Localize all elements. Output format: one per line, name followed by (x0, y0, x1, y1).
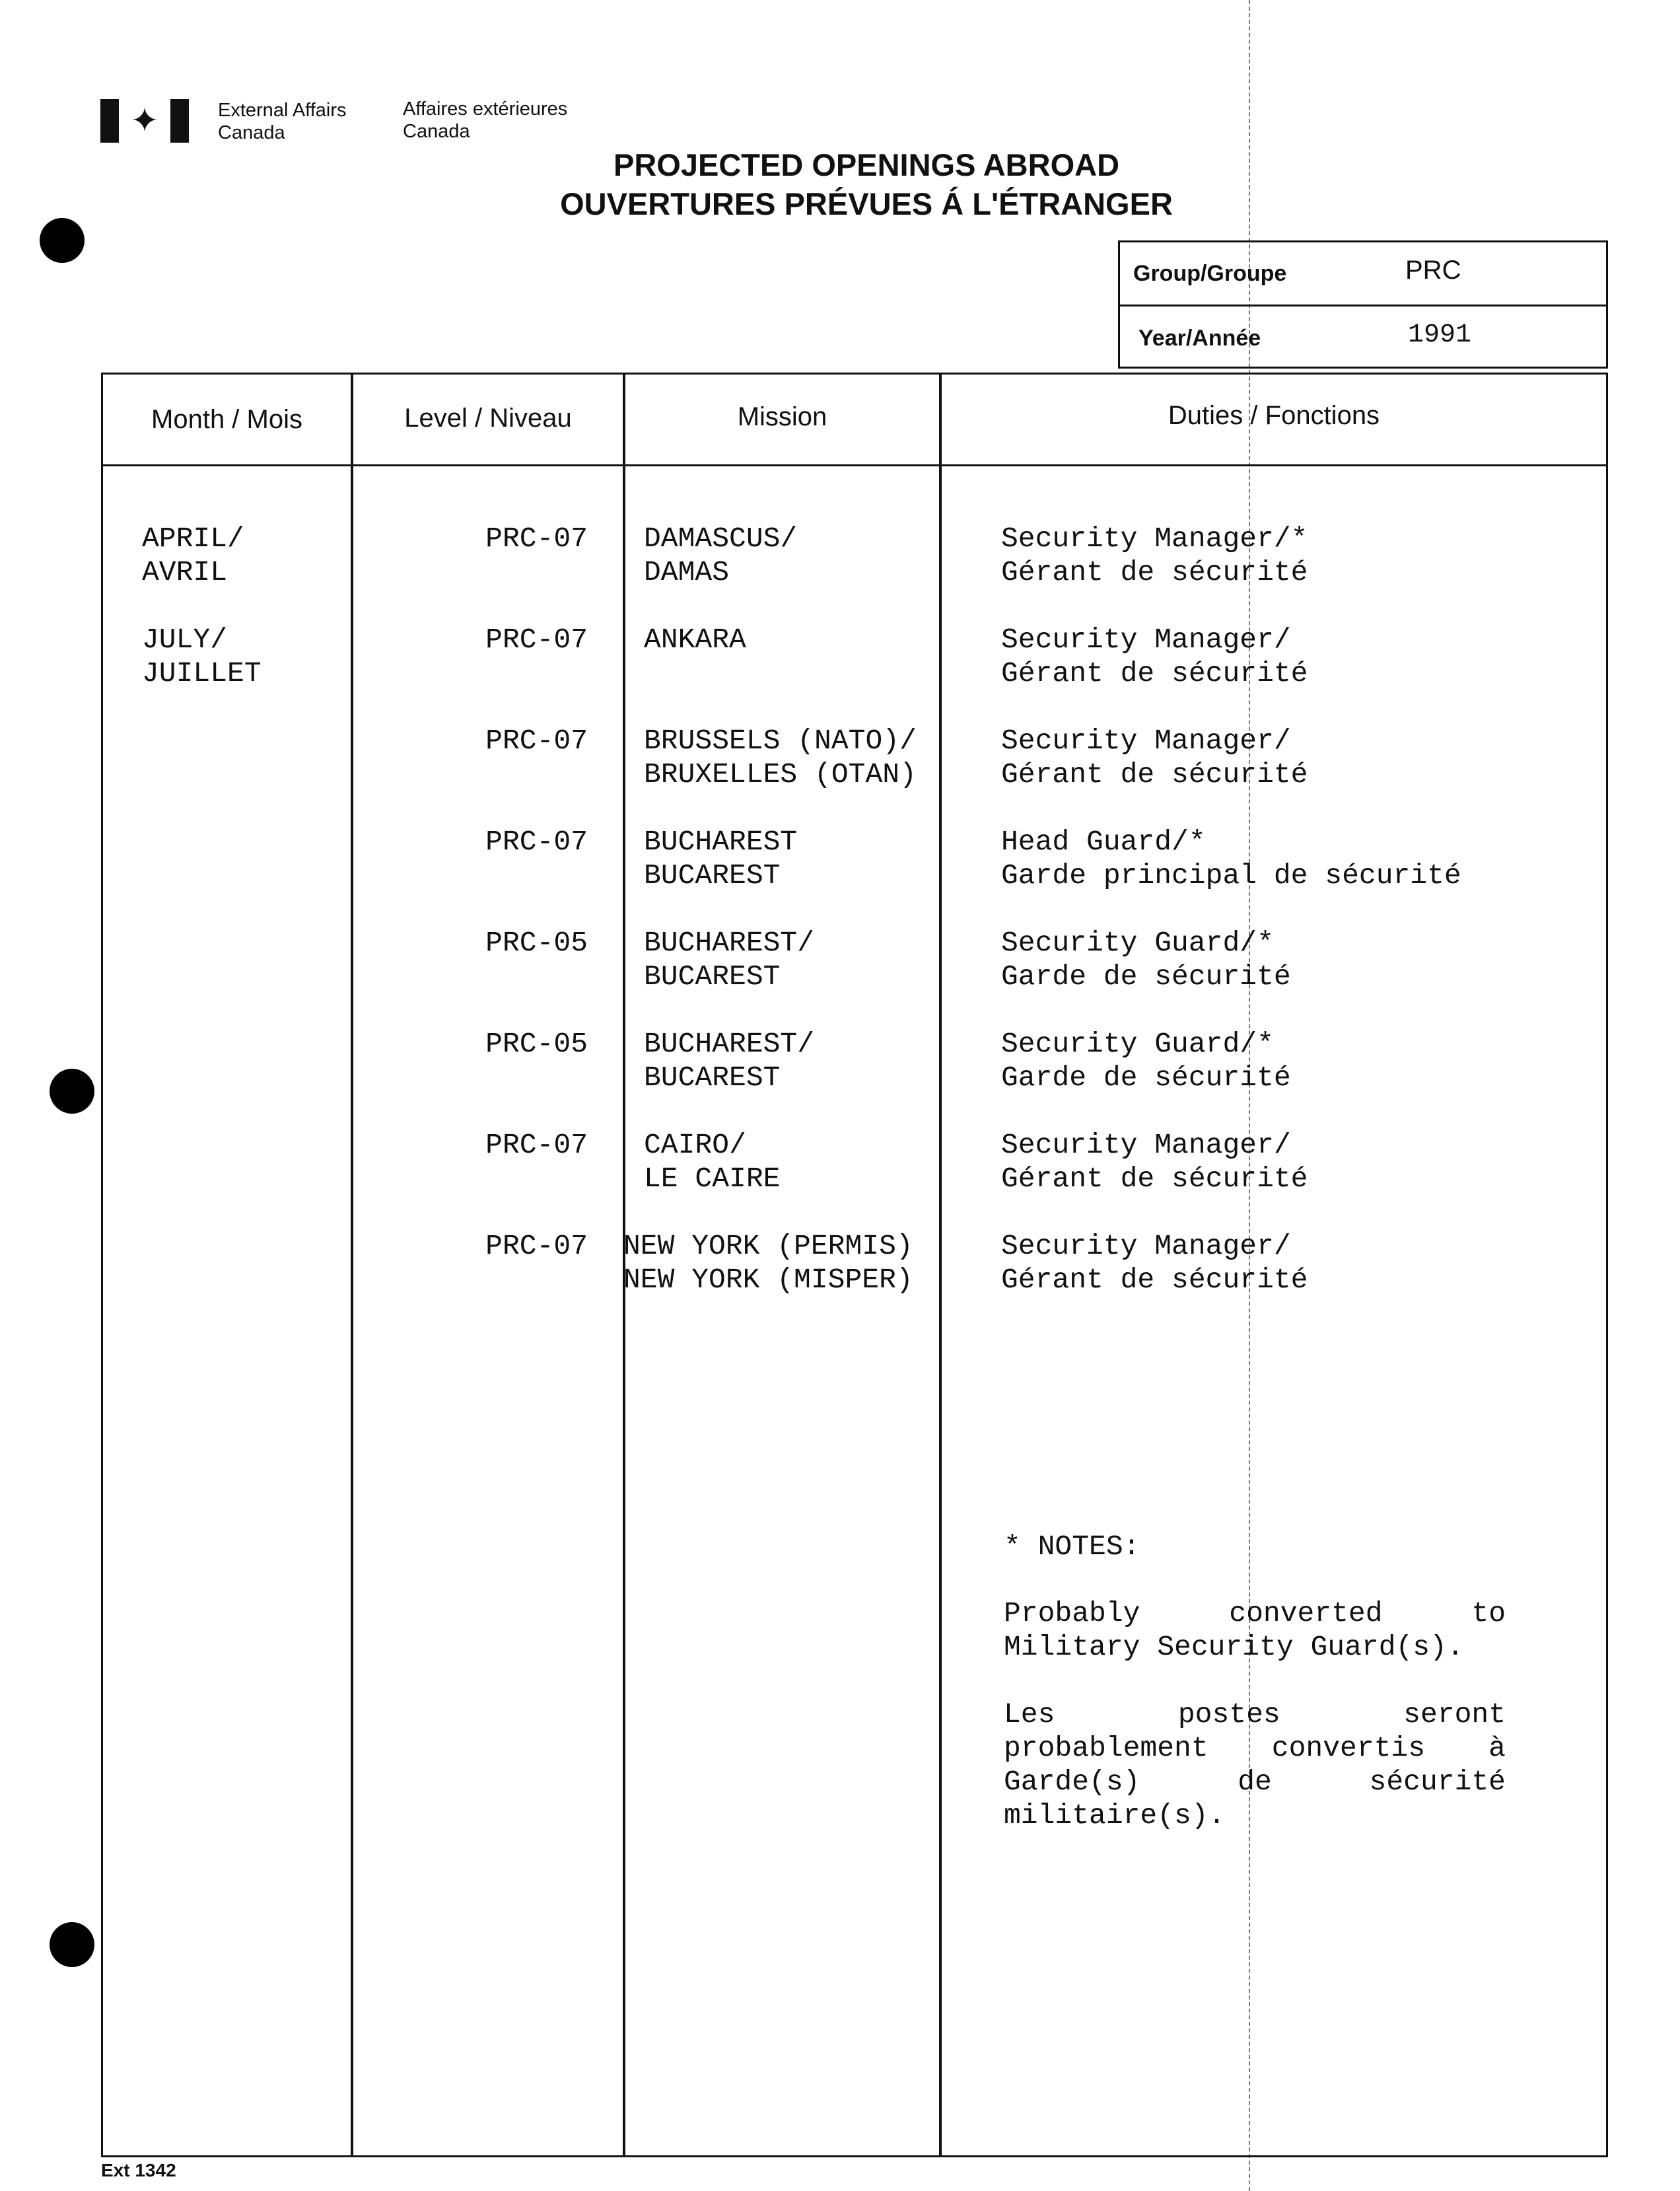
level-cell (403, 825, 588, 859)
level-cell-line: PRC-05 (485, 927, 588, 959)
month-cell-line (142, 1061, 360, 1095)
level-cell-line: PRC-05 (485, 1028, 588, 1060)
month-cell (142, 623, 360, 690)
mission-cell (623, 1229, 967, 1297)
month-cell-line (142, 1027, 360, 1061)
group-label: Group/Groupe (1133, 261, 1287, 286)
notes-english-line-2: Military Security Guard(s). (1004, 1631, 1464, 1663)
duties-cell-line: Gérant de sécurité (1001, 758, 1308, 791)
notes-french-line-4: militaire(s). (1004, 1799, 1226, 1832)
month-cell-line: JUILLET (142, 657, 262, 690)
month-cell-line (142, 1128, 360, 1162)
mission-cell-line: LE CAIRE (644, 1163, 781, 1195)
duties-cell (1001, 522, 1516, 589)
notes-block (1004, 1530, 1506, 1832)
level-cell (403, 724, 588, 758)
level-cell-line: PRC-07 (485, 826, 588, 858)
agency-name-french: Affaires extérieures Canada (403, 98, 568, 142)
mission-cell-line: BUCHAREST (644, 826, 798, 858)
document-title-english: PROJECTED OPENINGS ABROAD (613, 147, 1120, 182)
duties-cell (1001, 1229, 1516, 1297)
level-cell (403, 1128, 588, 1162)
duties-cell-line: Security Guard/* (1001, 927, 1274, 959)
month-cell-line: APRIL/ (142, 522, 244, 555)
column-header-month: Month / Mois (151, 405, 302, 434)
level-cell-line: PRC-07 (485, 1230, 588, 1262)
month-cell-line (142, 1263, 360, 1297)
mission-cell-line: BRUXELLES (OTAN) (644, 758, 917, 791)
month-cell-line (142, 1229, 360, 1263)
duties-cell-line: Gérant de sécurité (1001, 1163, 1308, 1195)
mission-cell-line: BUCAREST (644, 960, 781, 993)
column-header-duties: Duties / Fonctions (1168, 401, 1380, 430)
month-cell (142, 1128, 360, 1196)
duties-cell-line: Head Guard/* (1001, 826, 1206, 858)
mission-cell-line: DAMAS (644, 556, 730, 589)
mission-cell-line: BRUSSELS (NATO)/ (644, 725, 917, 757)
mission-cell-line: BUCHAREST/ (644, 1028, 815, 1060)
duties-cell (1001, 724, 1516, 791)
month-cell-line (142, 758, 360, 791)
notes-french-line-3: Garde(s) de sécurité (1004, 1766, 1506, 1798)
duties-cell-line: Security Manager/* (1001, 522, 1308, 555)
duties-cell-line: Security Manager/ (1001, 624, 1291, 656)
document-title-french: OUVERTURES PRÉVUES Á L'ÉTRANGER (560, 186, 1173, 221)
month-cell-line (142, 859, 360, 892)
duties-cell-line: Garde principal de sécurité (1001, 859, 1461, 892)
duties-cell-line: Garde de sécurité (1001, 960, 1291, 993)
level-cell-line: PRC-07 (485, 522, 588, 555)
month-cell (142, 522, 360, 589)
level-cell (403, 926, 588, 960)
notes-french-line-1: Les postes seront (1004, 1698, 1506, 1731)
punch-hole-top (40, 218, 85, 263)
duties-cell-line: Security Manager/ (1001, 725, 1291, 757)
punch-hole-bottom (50, 1922, 94, 1967)
column-header-mission: Mission (737, 402, 827, 431)
month-cell (142, 926, 360, 993)
month-cell (142, 1229, 360, 1297)
mission-cell (644, 1128, 987, 1196)
mission-cell-line: BUCAREST (644, 859, 781, 892)
duties-cell (1001, 926, 1516, 993)
level-cell (403, 623, 588, 657)
group-value: PRC (1405, 256, 1461, 285)
level-cell-line: PRC-07 (485, 1129, 588, 1161)
duties-cell-line: Security Manager/ (1001, 1129, 1291, 1161)
form-code: Ext 1342 (101, 2160, 176, 2180)
mission-cell-line: BUCHAREST/ (644, 927, 815, 959)
month-cell-line: JULY/ (142, 624, 228, 656)
duties-cell-line: Gérant de sécurité (1001, 657, 1308, 690)
duties-cell (1001, 1027, 1516, 1095)
mission-cell-line: NEW YORK (PERMIS) (623, 1230, 913, 1262)
mission-cell (644, 1027, 987, 1095)
month-cell (142, 1027, 360, 1095)
year-value: 1991 (1408, 320, 1472, 350)
punch-hole-middle (50, 1069, 94, 1114)
mission-cell-line: ANKARA (644, 624, 746, 656)
mission-cell (644, 522, 987, 589)
level-cell (403, 1027, 588, 1061)
duties-cell (1001, 1128, 1516, 1196)
canada-flag-logo: ✦ (100, 99, 189, 143)
mission-cell-line: DAMASCUS/ (644, 522, 798, 555)
mission-cell (644, 623, 987, 690)
duties-cell-line: Gérant de sécurité (1001, 556, 1308, 589)
month-cell (142, 825, 360, 892)
mission-cell (644, 724, 987, 791)
level-cell (403, 1229, 588, 1263)
agency-name-english: External Affairs Canada (218, 100, 347, 143)
month-cell-line (142, 825, 360, 859)
level-cell (403, 522, 588, 556)
mission-cell (644, 926, 987, 993)
mission-cell-line: BUCAREST (644, 1061, 781, 1094)
month-cell (142, 724, 360, 791)
duties-cell (1001, 623, 1516, 690)
month-cell-line (142, 926, 360, 960)
mission-cell-line: CAIRO/ (644, 1129, 746, 1161)
duties-cell-line: Garde de sécurité (1001, 1061, 1291, 1094)
month-cell-line (142, 724, 360, 758)
mission-cell-line: NEW YORK (MISPER) (623, 1264, 913, 1296)
mission-cell (644, 825, 987, 892)
month-cell-line (142, 1162, 360, 1196)
year-label: Year/Année (1138, 326, 1261, 351)
header-divider (103, 464, 1606, 466)
notes-heading: * NOTES: (1004, 1530, 1140, 1563)
level-cell-line: PRC-07 (485, 725, 588, 757)
mission-cell-line (644, 657, 987, 690)
duties-cell-line: Security Manager/ (1001, 1230, 1291, 1262)
month-cell-line: AVRIL (142, 556, 228, 589)
duties-cell-line: Security Guard/* (1001, 1028, 1274, 1060)
notes-english-line-1: Probably converted to (1004, 1597, 1506, 1630)
duties-cell (1001, 825, 1516, 892)
notes-french-line-2: probablement convertis à (1004, 1732, 1506, 1764)
group-info-box (1118, 240, 1608, 369)
column-header-level: Level / Niveau (404, 404, 572, 433)
month-cell-line (142, 960, 360, 993)
level-cell-line: PRC-07 (485, 624, 588, 656)
duties-cell-line: Gérant de sécurité (1001, 1264, 1308, 1296)
